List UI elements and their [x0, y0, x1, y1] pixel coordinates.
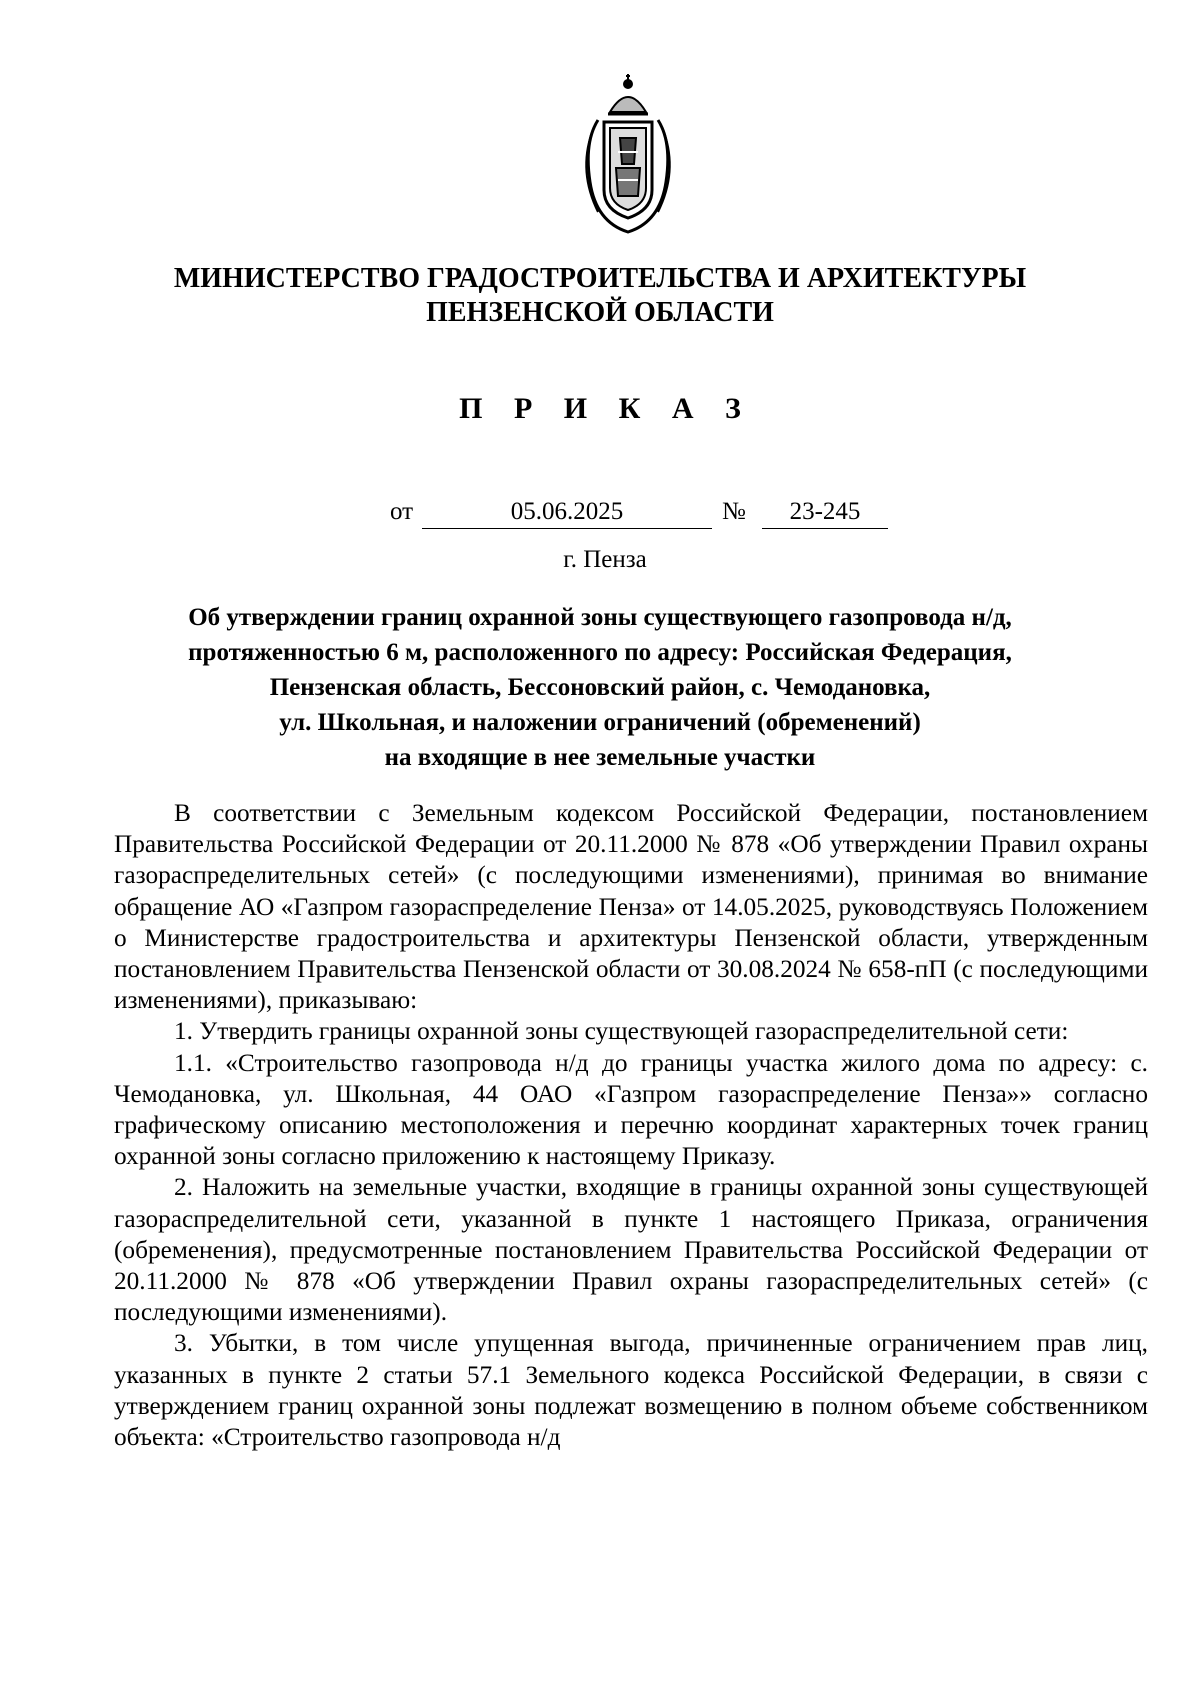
- ministry-name-line1: МИНИСТЕРСТВО ГРАДОСТРОИТЕЛЬСТВА И АРХИТЕКТУРЫ: [173, 263, 1027, 294]
- paragraph-preamble: В соответствии с Земельным кодексом Российской Федерации, постановлением Правительства Российской Федерации от 20.11.2000 № 878 «Об утверждении Правил охраны газораспределительных сетей» (с последующими изменениями), принимая во внимание обращение АО «Газпром газораспределение Пенза» от 14.05.2025, руководствуясь Положением о Министерстве градостроительства и архитектуры Пензенской области, утвержденным постановлением Правительства Пензенской области от 30.08.2024 № 658-пП (с последующими изменениями), приказываю:: [114, 799, 1148, 1015]
- paragraph-item-2: 2. Наложить на земельные участки, входящие в границы охранной зоны существующей газораспределительной сети, указанной в пункте 1 настоящего Приказа, ограничения (обременения), предусмотренные постановлением Правительства Российской Федерации от 20.11.2000 № 878 «Об утверждении Правил охраны газораспределительных сетей» (с последующими изменениями).: [114, 1173, 1148, 1327]
- date-prefix: от: [390, 498, 414, 525]
- document-title-line5: на входящие в нее земельные участки: [384, 744, 816, 771]
- document-city: г. Пенза: [563, 546, 647, 573]
- document-number: 23-245: [762, 498, 888, 529]
- ministry-name-line2: ПЕНЗЕНСКОЙ ОБЛАСТИ: [426, 297, 774, 328]
- document-type-heading: П Р И К А З: [459, 392, 753, 425]
- paragraph-item-3: 3. Убытки, в том числе упущенная выгода, причиненные ограничением прав лиц, указанных в пункте 2 статьи 57.1 Земельного кодекса Российской Федерации, в связи с утверждением границ охранной зоны подлежат возмещению в полном объеме собственником объекта: «Строительство газопровода н/д: [114, 1329, 1148, 1452]
- number-prefix: №: [722, 498, 746, 525]
- document-title-line4: ул. Школьная, и наложении ограничений (обременений): [279, 709, 921, 736]
- paragraph-item-1: 1. Утвердить границы охранной зоны существующей газораспределительной сети:: [174, 1017, 1069, 1046]
- coat-of-arms-emblem: [568, 72, 688, 240]
- ministry-name: [0, 262, 1200, 330]
- document-date: 05.06.2025: [422, 498, 712, 529]
- document-title-line3: Пензенская область, Бессоновский район, с. Чемодановка,: [269, 674, 931, 701]
- document-body: [114, 798, 1148, 1453]
- document-title-line1: Об утверждении границ охранной зоны существующего газопровода н/д,: [188, 604, 1012, 631]
- document-title: [0, 600, 1200, 775]
- document-title-line2: протяженностью 6 м, расположенного по адресу: Российская Федерация,: [188, 639, 1012, 666]
- paragraph-item-1-1: 1.1. «Строительство газопровода н/д до границы участка жилого дома по адресу: с. Чемодановка, ул. Школьная, 44 ОАО «Газпром газораспределение Пенза»» согласно графическому описанию местоположения и перечню координат характерных точек границ охранной зоны согласно приложению к настоящему Приказу.: [114, 1048, 1148, 1171]
